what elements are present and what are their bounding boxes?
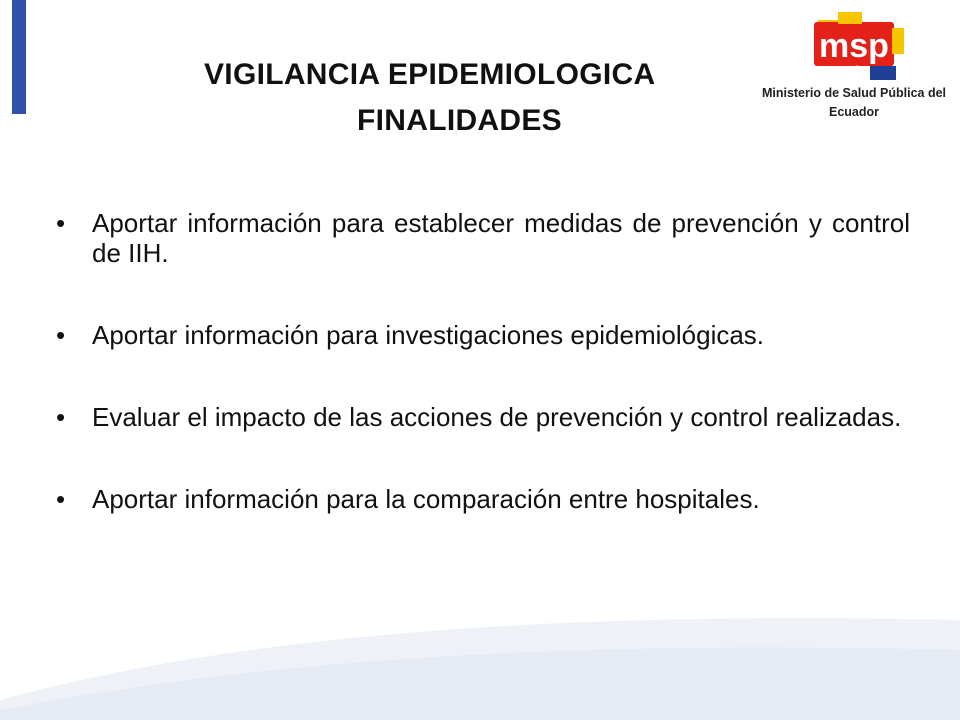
logo-letters: msp [819,27,889,65]
logo-blue-bottom [870,66,896,80]
logo-caption [760,84,948,122]
list-item [54,402,910,432]
list-item [54,320,910,350]
logo-caption-line2: Ecuador [828,105,879,119]
bullet-list [54,208,910,566]
slide-title: VIGILANCIA EPIDEMIOLOGICA [204,58,656,91]
logo-yellow-top [838,12,862,24]
background-swoosh [0,580,960,720]
bullet-dot: • [56,402,66,432]
slide-subtitle: FINALIDADES [357,104,562,137]
list-item-text: Aportar información para investigaciones epidemiológicas. [92,320,765,350]
list-item [54,208,910,268]
logo-caption-line1: Ministerio de Salud Pública del [761,86,947,100]
logo-yellow-side [892,28,904,54]
list-item [54,484,910,514]
list-item-text: Aportar información para establecer medidas de prevención y control de IIH. [92,208,910,268]
list-item-text: Aportar información para la comparación entre hospitales. [92,484,760,514]
bullet-dot: • [56,320,66,350]
bullet-dot: • [56,484,66,514]
bullet-dot: • [56,208,66,238]
accent-bar [12,0,26,114]
list-item-text: Evaluar el impacto de las acciones de prevención y control realizadas. [92,402,902,432]
